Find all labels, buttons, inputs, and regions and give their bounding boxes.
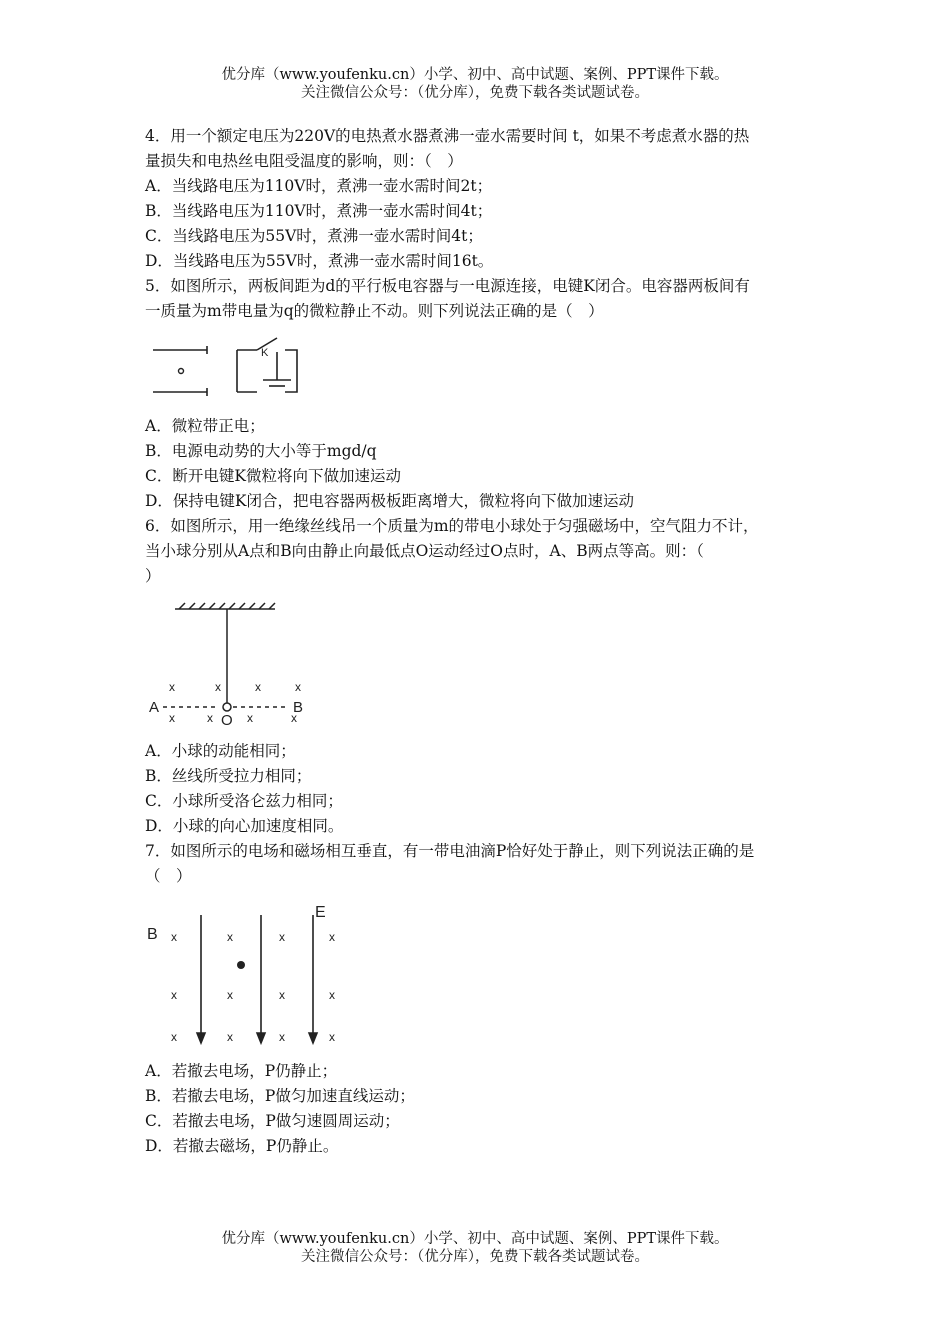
q6-option-c: C．小球所受洛仑兹力相同； (145, 792, 343, 810)
footer-line-1: 优分库（www.youfenku.cn）小学、初中、高中试题、案例、PPT课件下载。 (221, 1231, 729, 1247)
header-line-1: 优分库（www.youfenku.cn）小学、初中、高中试题、案例、PPT课件下载。 (221, 67, 729, 83)
svg-text:x: x (171, 930, 177, 944)
svg-text:x: x (279, 1030, 285, 1044)
svg-text:x: x (329, 930, 335, 944)
svg-text:x: x (291, 711, 297, 725)
q7-option-c: C．若撤去电场，P做匀速圆周运动； (145, 1112, 400, 1130)
pendulum-ball (223, 703, 231, 711)
q7-option-b: B．若撤去电场，P做匀加速直线运动； (145, 1087, 415, 1105)
field-label-b: B (147, 926, 158, 943)
q5-option-c: C．断开电键K微粒将向下做加速运动 (145, 467, 401, 485)
page-footer (0, 1230, 950, 1266)
q5-option-d: D．保持电键K闭合，把电容器两极板距离增大，微粒将向下做加速运动 (145, 492, 635, 510)
svg-text:x: x (279, 930, 285, 944)
q6-option-d: D．小球的向心加速度相同。 (145, 817, 344, 835)
q7-option-a: A．若撤去电场，P仍静止； (145, 1062, 338, 1080)
q5-stem-line-1: 5．如图所示，两板间距为d的平行板电容器与一电源连接，电键K闭合。电容器两板间有 (145, 277, 750, 295)
q4-stem-line-2: 量损失和电热丝电阻受温度的影响，则：（ ） (145, 152, 463, 170)
q6-stem-line-1: 6．如图所示，用一绝缘丝线吊一个质量为m的带电小球处于匀强磁场中，空气阻力不计， (145, 517, 759, 535)
point-b-label: B (293, 699, 304, 716)
footer-line-2: 关注微信公众号：（优分库），免费下载各类试题试卷。 (301, 1249, 649, 1265)
point-o-label: O (221, 712, 233, 729)
q6-stem-line-3: ） (145, 567, 161, 585)
svg-text:x: x (169, 680, 175, 694)
q6-option-b: B．丝线所受拉力相同； (145, 767, 312, 785)
crossed-fields-figure (145, 895, 345, 1055)
svg-text:x: x (295, 680, 301, 694)
q5-stem-line-2: 一质量为m带电量为q的微粒静止不动。则下列说法正确的是（ ） (145, 302, 604, 320)
field-label-e: E (315, 904, 326, 921)
svg-text:x: x (247, 711, 253, 725)
svg-text:x: x (329, 988, 335, 1002)
question-content (145, 124, 813, 1159)
svg-text:x: x (279, 988, 285, 1002)
q6-stem-line-2: 当小球分别从A点和B向由静止向最低点O运动经过O点时，A、B两点等高。则：（ (145, 542, 704, 560)
svg-text:x: x (227, 930, 233, 944)
q4-option-a: A．当线路电压为110V时，煮沸一壶水需时间2t； (145, 177, 493, 195)
q5-option-b: B．电源电动势的大小等于mgd/q (145, 442, 377, 460)
q7-stem-line-2: （ ） (145, 867, 192, 885)
svg-text:x: x (227, 988, 233, 1002)
q5-option-a: A．微粒带正电； (145, 417, 265, 435)
capacitor-circuit-figure (145, 330, 305, 410)
svg-text:x: x (171, 988, 177, 1002)
switch-label-k: K (261, 347, 269, 359)
svg-text:x: x (255, 680, 261, 694)
charged-particle (179, 369, 184, 374)
header-line-2: 关注微信公众号：（优分库），免费下载各类试题试卷。 (301, 85, 649, 101)
q4-stem-line-1: 4．用一个额定电压为220V的电热煮水器煮沸一壶水需要时间 t，如果不考虑煮水器的热 (145, 127, 750, 145)
svg-text:x: x (169, 711, 175, 725)
oil-droplet-p (237, 961, 245, 969)
q4-option-b: B．当线路电压为110V时，煮沸一壶水需时间4t； (145, 202, 493, 220)
svg-text:x: x (207, 711, 213, 725)
q4-option-d: D．当线路电压为55V时，煮沸一壶水需时间16t。 (145, 252, 494, 270)
q7-stem-line-1: 7．如图所示的电场和磁场相互垂直，有一带电油滴P恰好处于静止，则下列说法正确的是 (145, 842, 755, 860)
svg-text:x: x (215, 680, 221, 694)
pendulum-magnetic-field-figure (145, 595, 325, 735)
q7-option-d: D．若撤去磁场，P仍静止。 (145, 1137, 339, 1155)
point-a-label: A (149, 699, 160, 716)
svg-text:x: x (227, 1030, 233, 1044)
page-header (0, 66, 950, 102)
svg-text:x: x (171, 1030, 177, 1044)
q4-option-c: C．当线路电压为55V时，煮沸一壶水需时间4t； (145, 227, 483, 245)
q6-option-a: A．小球的动能相同； (145, 742, 296, 760)
svg-text:x: x (329, 1030, 335, 1044)
